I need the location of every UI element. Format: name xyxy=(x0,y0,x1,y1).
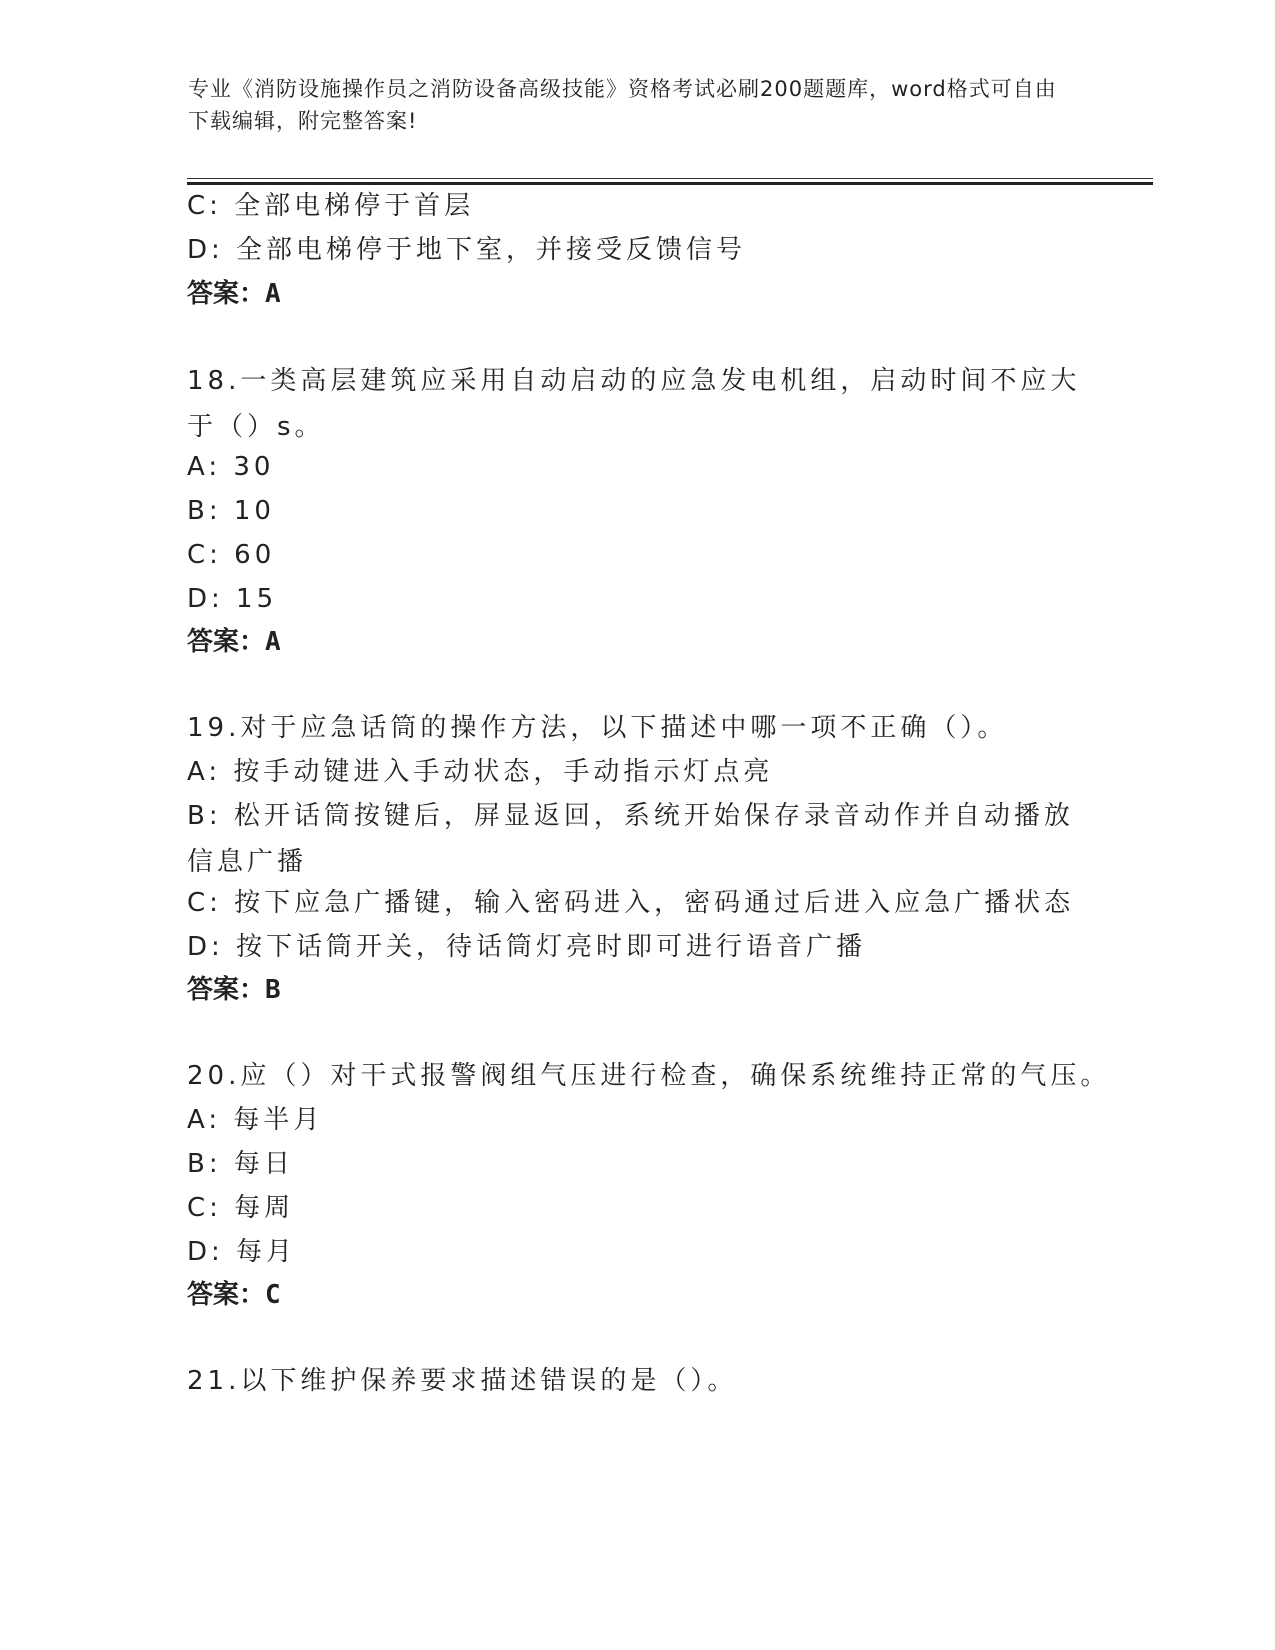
q19-option-b: B: 松开话筒按键后，屏显返回，系统开始保存录音动作并自动播放信息广播 xyxy=(187,801,1074,877)
header-rule-thin xyxy=(187,178,1153,179)
q18-option-a: A: 30 xyxy=(187,452,275,482)
q19-answer: 答案：B xyxy=(187,975,281,1005)
q17-option-d: D: 全部电梯停于地下室，并接受反馈信号 xyxy=(187,235,747,265)
q18-option-d: D: 15 xyxy=(187,584,278,614)
q17-answer: 答案：A xyxy=(187,279,281,309)
q18-stem: 18.一类高层建筑应采用自动启动的应急发电机组，启动时间不应大于（）s。 xyxy=(187,366,1081,442)
q20-answer: 答案：C xyxy=(187,1280,281,1310)
q20-stem: 20.应（）对干式报警阀组气压进行检查，确保系统维持正常的气压。 xyxy=(187,1061,1111,1091)
q19-option-a: A: 按手动键进入手动状态，手动指示灯点亮 xyxy=(187,757,774,787)
q20-option-a: A: 每半月 xyxy=(187,1105,324,1135)
document-header: 专业《消防设施操作员之消防设备高级技能》资格考试必刷200题题库，word格式可自由下载编辑，附完整答案! xyxy=(188,77,1057,133)
q20-option-b: B: 每日 xyxy=(187,1149,294,1179)
q18-option-c: C: 60 xyxy=(187,540,276,570)
q21-stem: 21.以下维护保养要求描述错误的是（）。 xyxy=(187,1366,738,1396)
header-rule-thick xyxy=(187,182,1153,185)
q18-option-b: B: 10 xyxy=(187,496,275,526)
q20-option-c: C: 每周 xyxy=(187,1193,295,1223)
q19-stem: 19.对于应急话筒的操作方法，以下描述中哪一项不正确（）。 xyxy=(187,713,1008,743)
q19-option-d: D: 按下话筒开关，待话筒灯亮时即可进行语音广播 xyxy=(187,932,867,962)
q20-option-d: D: 每月 xyxy=(187,1237,297,1267)
q17-option-c: C: 全部电梯停于首层 xyxy=(187,191,475,221)
q18-answer: 答案：A xyxy=(187,627,281,657)
q19-option-c: C: 按下应急广播键，输入密码进入，密码通过后进入应急广播状态 xyxy=(187,888,1075,918)
